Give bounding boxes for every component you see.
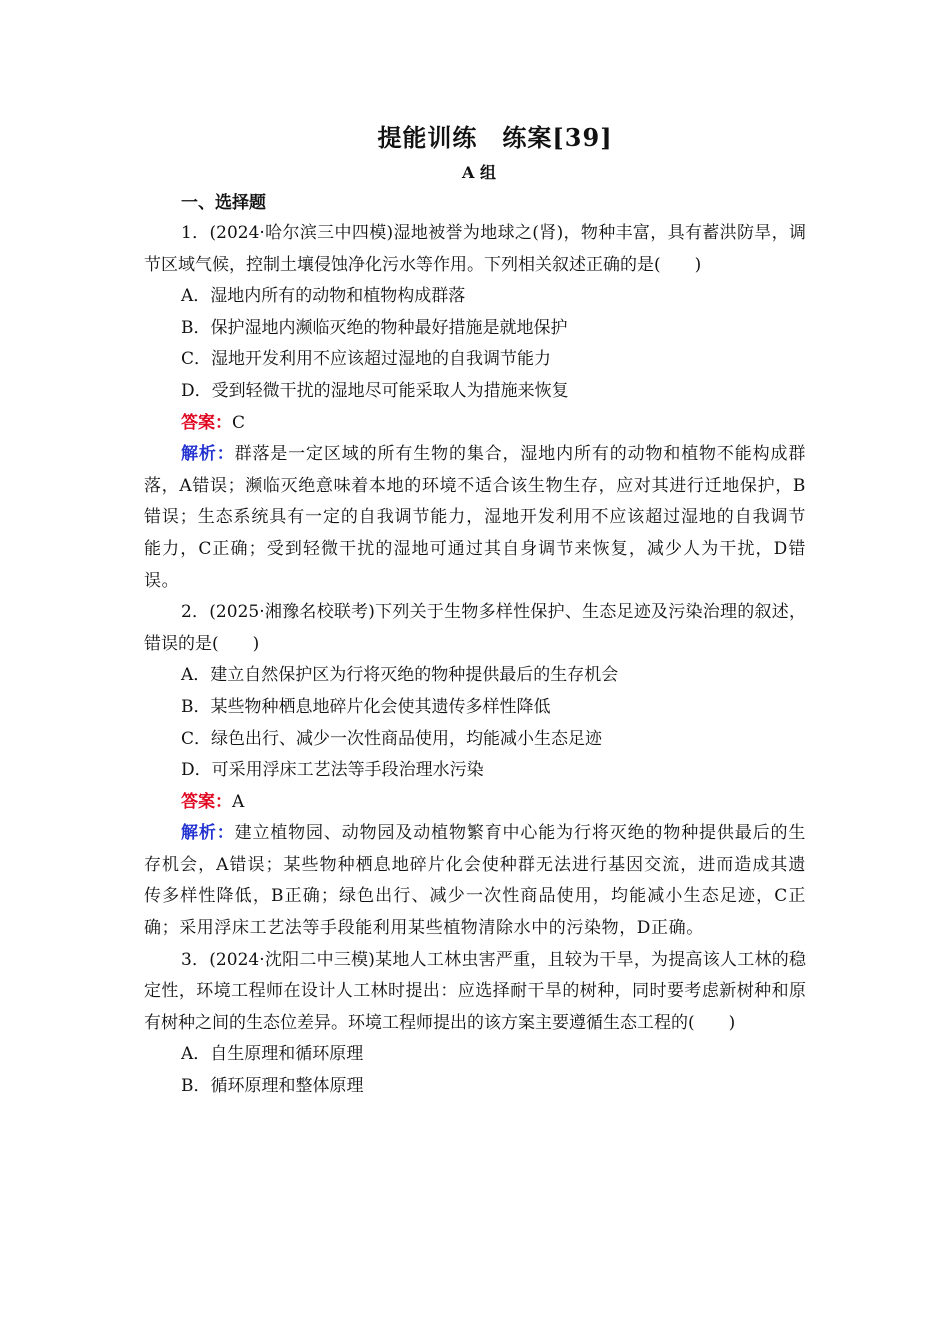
answer-value: A	[232, 791, 245, 812]
option-a: A．建立自然保护区为行将灭绝的物种提供最后的生存机会	[181, 665, 619, 686]
answer-line	[144, 408, 806, 440]
answer-line	[144, 787, 806, 819]
option-d: D．受到轻微干扰的湿地尽可能采取人为措施来恢复	[181, 380, 569, 401]
group-label: A 组	[462, 163, 496, 182]
answer-label: 答案：	[181, 412, 232, 433]
document-page	[144, 118, 806, 1103]
page-title: 提能训练 练案[39]	[377, 123, 613, 152]
answer-value: C	[232, 412, 246, 433]
question-stem: 3．(2024·沈阳二中三模)某地人工林虫害严重，且较为干旱，为提高该人工林的稳定性，环境工程师在设计人工林时提出：应选择耐干旱的树种，同时要考虑新树种和原有树种之间的生态位差异。环境工程师提出的该方案主要遵循生态工程的( )	[144, 949, 806, 1033]
option-a: A．湿地内所有的动物和植物构成群落	[181, 286, 466, 307]
section-heading: 一、选择题	[181, 193, 266, 213]
option-d: D．可采用浮床工艺法等手段治理水污染	[181, 760, 484, 781]
option-a: A．自生原理和循环原理	[181, 1044, 364, 1065]
option-c: C．湿地开发利用不应该超过湿地的自我调节能力	[181, 349, 552, 370]
question-1	[144, 218, 806, 597]
option-b: B．循环原理和整体原理	[181, 1076, 364, 1097]
question-2	[144, 597, 806, 945]
analysis-text: 建立植物园、动物园及动植物繁育中心能为行将灭绝的物种提供最后的生存机会，A错误；某些物种栖息地碎片化会使种群无法进行基因交流，进而造成其遗传多样性降低，B正确；绿色出行、减少一次性商品使用，均能减小生态足迹，C正确；采用浮床工艺法等手段能利用某些植物清除水中的污染物，D正确。	[144, 823, 806, 939]
question-3	[144, 945, 806, 1103]
option-c: C．绿色出行、减少一次性商品使用，均能减小生态足迹	[181, 728, 603, 749]
analysis-label: 解析：	[181, 823, 235, 844]
analysis-block	[144, 439, 806, 597]
analysis-label: 解析：	[181, 444, 235, 465]
question-stem: 1．(2024·哈尔滨三中四模)湿地被誉为地球之(肾)，物种丰富，具有蓄洪防旱，调节区域气候，控制土壤侵蚀净化污水等作用。下列相关叙述正确的是( )	[144, 223, 806, 275]
analysis-text: 群落是一定区域的所有生物的集合，湿地内所有的动物和植物不能构成群落，A错误；濒临灭绝意味着本地的环境不适合该生物生存，应对其进行迁地保护，B错误；生态系统具有一定的自我调节能力，湿地开发利用不应该超过湿地的自我调节能力，C正确；受到轻微干扰的湿地可通过其自身调节来恢复，减少人为干扰，D错误。	[144, 444, 806, 591]
option-b: B．某些物种栖息地碎片化会使其遗传多样性降低	[181, 696, 551, 717]
question-stem: 2．(2025·湘豫名校联考)下列关于生物多样性保护、生态足迹及污染治理的叙述，错误的是( )	[144, 602, 806, 654]
answer-label: 答案：	[181, 791, 232, 812]
option-b: B．保护湿地内濒临灭绝的物种最好措施是就地保护	[181, 317, 568, 338]
analysis-block	[144, 818, 806, 944]
